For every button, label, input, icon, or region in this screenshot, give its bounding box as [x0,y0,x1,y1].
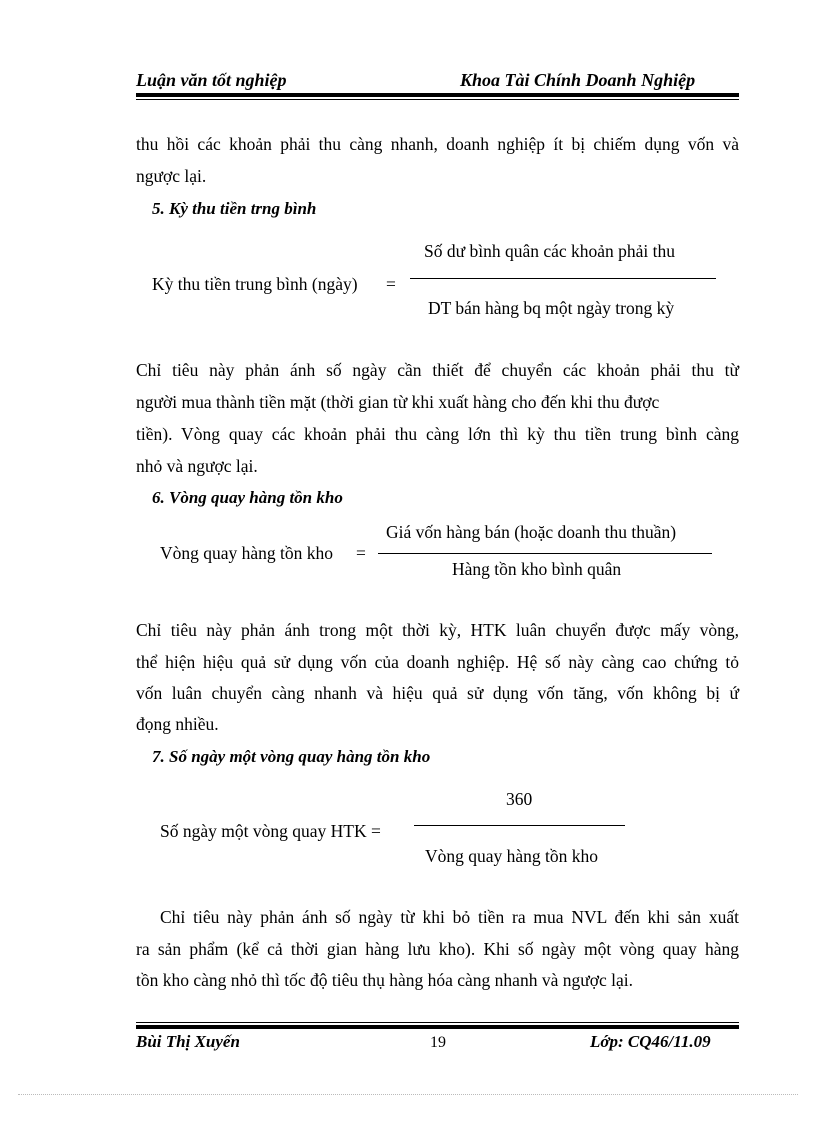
header-left-title: Luận văn tốt nghiệp [136,70,287,90]
paragraph-line: ra sản phẩm (kể cả thời gian hàng lưu kho). Khi số ngày một vòng quay hàng [136,939,739,959]
header-rule-thick [136,93,739,97]
paragraph-line: ngược lại. [136,166,207,186]
paragraph-line: đọng nhiều. [136,714,219,734]
formula5-fraction-bar [410,278,716,279]
paragraph-line: người mua thành tiền mặt (thời gian từ khi xuất hàng cho đến khi thu được [136,392,660,412]
formula5-equals: = [386,274,396,294]
paragraph-line: Chỉ tiêu này phản ánh số ngày cần thiết để chuyển các khoản phải thu từ [136,360,739,380]
section-heading-5: 5. Kỳ thu tiền trng bình [152,199,317,218]
header-right-title: Khoa Tài Chính Doanh Nghiệp [460,70,696,90]
formula6-lhs: Vòng quay hàng tồn kho [160,543,334,563]
paragraph-line: vốn luân chuyển càng nhanh và hiệu quả sử dụng vốn tăng, vốn không bị ứ [136,683,739,703]
footer-author: Bùi Thị Xuyến [136,1032,240,1051]
paragraph-line: tiền). Vòng quay các khoản phải thu càng lớn thì kỳ thu tiền trung bình càng [136,424,739,444]
page-edge-divider [18,1094,798,1095]
paragraph-line: tồn kho càng nhỏ thì tốc độ tiêu thụ hàng hóa càng nhanh và ngược lại. [136,970,633,990]
formula6-denominator: Hàng tồn kho bình quân [452,559,622,579]
footer-rule-thin [136,1022,739,1023]
formula7-fraction-bar [414,825,625,826]
formula5-lhs: Kỳ thu tiền trung bình (ngày) [152,274,358,294]
formula6-equals: = [356,543,366,563]
paragraph-line: nhỏ và ngược lại. [136,456,258,476]
paragraph-line: Chỉ tiêu này phản ánh trong một thời kỳ, HTK luân chuyển được mấy vòng, [136,620,739,640]
formula7-denominator: Vòng quay hàng tồn kho [425,846,599,866]
section-heading-7: 7. Số ngày một vòng quay hàng tồn kho [152,747,431,766]
header-rule-thin [136,99,739,100]
paragraph-line: thể hiện hiệu quả sử dụng vốn của doanh nghiệp. Hệ số này càng cao chứng tỏ [136,652,739,672]
formula5-numerator: Số dư bình quân các khoản phải thu [424,241,676,261]
formula6-numerator: Giá vốn hàng bán (hoặc doanh thu thuần) [386,522,677,542]
section-heading-6: 6. Vòng quay hàng tồn kho [152,488,343,507]
paragraph-line: thu hồi các khoản phải thu càng nhanh, doanh nghiệp ít bị chiếm dụng vốn và [136,134,739,154]
formula7-lhs: Số ngày một vòng quay HTK = [160,821,381,841]
formula6-fraction-bar [378,553,712,554]
paragraph-line: Chỉ tiêu này phản ánh số ngày từ khi bỏ tiền ra mua NVL đến khi sản xuất [160,907,739,927]
footer-rule-thick [136,1025,739,1029]
page-number: 19 [430,1034,446,1051]
footer-class: Lớp: CQ46/11.09 [590,1032,711,1051]
formula7-numerator: 360 [506,789,533,809]
formula5-denominator: DT bán hàng bq một ngày trong kỳ [428,298,675,318]
